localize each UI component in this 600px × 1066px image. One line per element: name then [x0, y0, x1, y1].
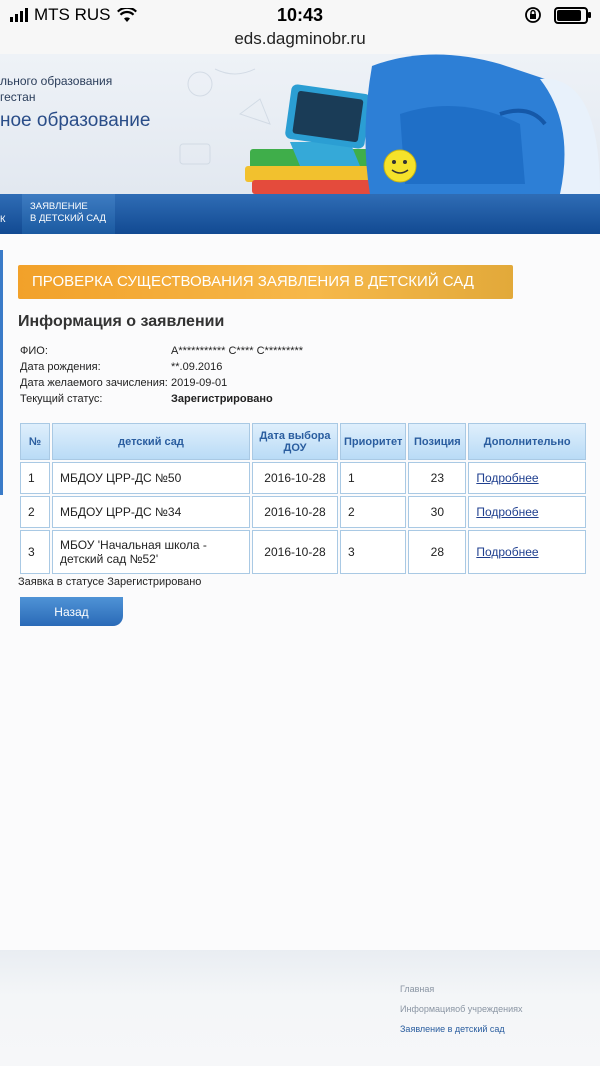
row-date: 2016-10-28	[252, 462, 338, 494]
row-name: МБДОУ ЦРР-ДС №34	[52, 496, 250, 528]
site-header	[0, 54, 600, 194]
birth-value: **.09.2016	[171, 361, 223, 373]
nav-item-label-1: ЗАЯВЛЕНИЕ	[30, 201, 88, 212]
table-header-row	[20, 423, 586, 460]
nav-item-prev[interactable]: К	[0, 214, 6, 225]
row-date: 2016-10-28	[252, 530, 338, 574]
page-banner: ПРОВЕРКА СУЩЕСТВОВАНИЯ ЗАЯВЛЕНИЯ В ДЕТСКИЙ САД	[18, 265, 513, 299]
row-more-cell	[468, 496, 586, 528]
status-note: Заявка в статусе Зарегистрировано	[18, 576, 202, 588]
birth-label: Дата рождения:	[20, 361, 101, 373]
left-accent-bar	[0, 250, 3, 495]
status-value: Зарегистрировано	[171, 393, 273, 405]
col-date: Дата выбора ДОУ	[252, 423, 338, 460]
status-bar	[0, 0, 600, 28]
header-title: ное образование	[0, 110, 151, 131]
fio-label: ФИО:	[20, 345, 48, 357]
back-button[interactable]: Назад	[20, 597, 123, 626]
footer-link-institutions[interactable]: Информацияоб учреждениях	[400, 1004, 523, 1014]
row-priority: 3	[340, 530, 406, 574]
row-name: МБДОУ ЦРР-ДС №50	[52, 462, 250, 494]
status-label: Текущий статус:	[20, 393, 103, 405]
row-position: 30	[408, 496, 466, 528]
more-link[interactable]: Подробнее	[476, 545, 539, 559]
row-more-cell	[468, 462, 586, 494]
row-priority: 2	[340, 496, 406, 528]
battery-icon	[554, 7, 588, 24]
col-position: Позиция	[408, 423, 466, 460]
col-more: Дополнительно	[468, 423, 586, 460]
header-line-1: льного образования	[0, 74, 113, 88]
row-num: 3	[20, 530, 50, 574]
table-row	[20, 462, 586, 494]
main-nav	[0, 194, 600, 234]
info-title: Информация о заявлении	[18, 313, 225, 330]
content-area	[0, 234, 600, 950]
orientation-lock-icon	[524, 6, 542, 24]
header-line-2: гестан	[0, 90, 36, 104]
footer-link-kindergarten[interactable]: Заявление в детский сад	[400, 1024, 505, 1034]
row-position: 28	[408, 530, 466, 574]
more-link[interactable]: Подробнее	[476, 471, 539, 485]
col-kindergarten: детский сад	[52, 423, 250, 460]
row-more-cell	[468, 530, 586, 574]
more-link[interactable]: Подробнее	[476, 505, 539, 519]
col-num: №	[20, 423, 50, 460]
address-bar[interactable]: eds.dagminobr.ru	[0, 28, 600, 54]
clock: 10:43	[276, 5, 324, 25]
nav-item-kindergarten-application[interactable]	[22, 194, 115, 234]
table-row	[20, 530, 586, 574]
row-name: МБОУ 'Начальная школа - детский сад №52'	[52, 530, 250, 574]
row-date: 2016-10-28	[252, 496, 338, 528]
enroll-value: 2019-09-01	[171, 377, 228, 389]
row-priority: 1	[340, 462, 406, 494]
fio-value: А*********** С**** С*********	[171, 345, 304, 357]
col-priority: Приоритет	[340, 423, 406, 460]
carrier-name: MTS RUS	[34, 5, 111, 24]
applications-table	[18, 421, 588, 576]
row-num: 2	[20, 496, 50, 528]
enroll-label: Дата желаемого зачисления:	[20, 377, 168, 389]
table-row	[20, 496, 586, 528]
nav-item-label-2: В ДЕТСКИЙ САД	[30, 213, 106, 224]
footer-link-home[interactable]: Главная	[400, 984, 435, 994]
row-num: 1	[20, 462, 50, 494]
footer	[0, 950, 600, 1066]
row-position: 23	[408, 462, 466, 494]
